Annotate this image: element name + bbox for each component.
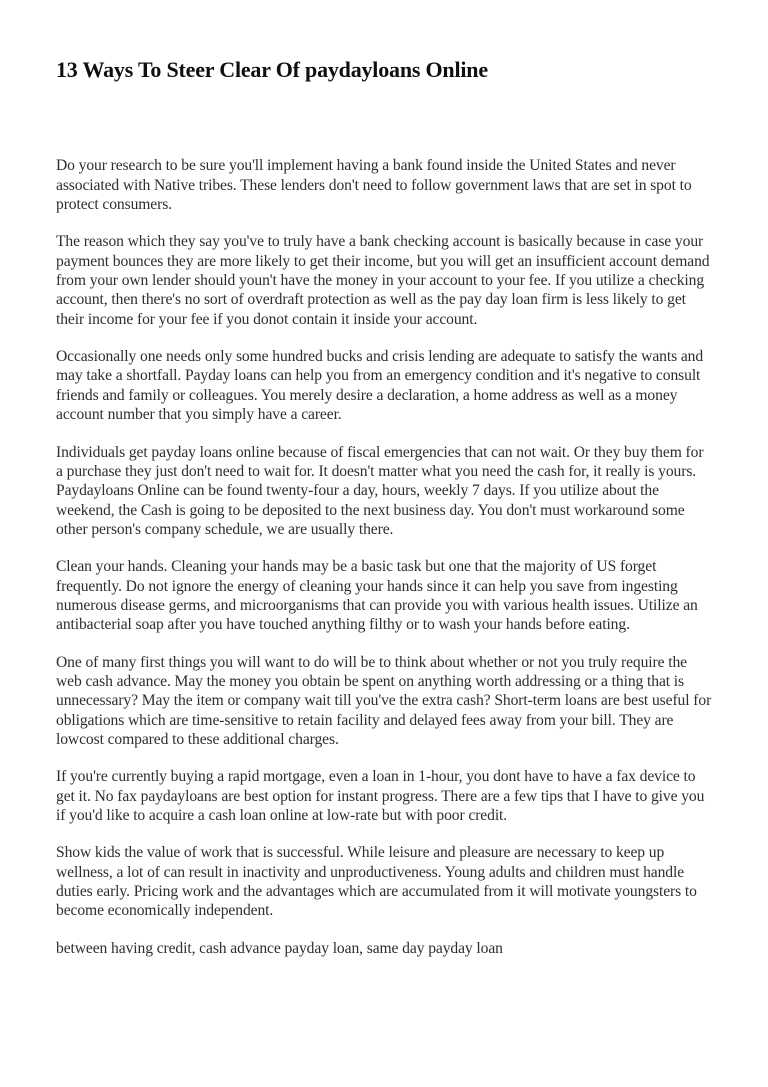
paragraph-3: Occasionally one needs only some hundred bucks and crisis lending are adequate to satisfy the wants and may take a shortfall. Payday loans can help you from an emergency condition and it's negative to consult friends and family or colleagues. You merely desire a declaration, a home address as well as a money account number that you simply have a career.	[56, 348, 704, 424]
paragraph-9-tags: between having credit, cash advance payday loan, same day payday loan	[56, 939, 503, 957]
page-title: 13 Ways To Steer Clear Of paydayloans Online	[56, 57, 488, 82]
paragraph-1: Do your research to be sure you'll implement having a bank found inside the United States and never associated with Native tribes. These lenders don't need to follow government laws that are set in spot to protect consumers.	[56, 157, 692, 214]
paragraph-6: One of many first things you will want to do will be to think about whether or not you truly require the web cash advance. May the money you obtain be spent on anything worth addressing or a thing that is unnecessary? May the item or company wait till you've the extra cash? Short-term loans are best useful for obligations which are time-sensitive to retain facility and delayed fees away from your bill. They are lowcost compared to these additional charges.	[56, 653, 712, 748]
paragraph-2: The reason which they say you've to truly have a bank checking account is basically because in case your payment bounces they are more likely to get their income, but you will get an insufficient account demand from your own lender should youn't have the money in your account to your fee. If you utilize a checking account, then there's no sort of overdraft protection as well as the pay day loan firm is less likely to get their income for your fee if you donot contain it inside your account.	[56, 233, 710, 328]
paragraph-7: If you're currently buying a rapid mortgage, even a loan in 1-hour, you dont have to have a fax device to get it. No fax paydayloans are best option for instant progress. There are a few tips that I have to give you if you'd like to acquire a cash loan online at low-rate but with poor credit.	[56, 768, 705, 825]
document-body	[56, 156, 712, 958]
paragraph-8: Show kids the value of work that is successful. While leisure and pleasure are necessary to keep up wellness, a lot of can result in inactivity and unproductiveness. Young adults and children must handle duties early. Pricing work and the advantages which are accumulated from it will motivate youngsters to become economically independent.	[56, 844, 697, 920]
paragraph-5: Clean your hands. Cleaning your hands may be a basic task but one that the majority of US forget frequently. Do not ignore the energy of cleaning your hands since it can help you save from ingesting numerous disease germs, and microorganisms that can provide you with various health issues. Utilize an antibacterial soap after you have touched anything filthy or to wash your hands before eating.	[56, 558, 698, 634]
paragraph-4: Individuals get payday loans online because of fiscal emergencies that can not wait. Or they buy them for a purchase they just don't need to wait for. It doesn't matter what you need the cash for, it really is yours. Paydayloans Online can be found twenty-four a day, hours, weekly 7 days. If you utilize about the weekend, the Cash is going to be deposited to the next business day. You don't must workaround some other person's company schedule, we are usually there.	[56, 443, 704, 538]
